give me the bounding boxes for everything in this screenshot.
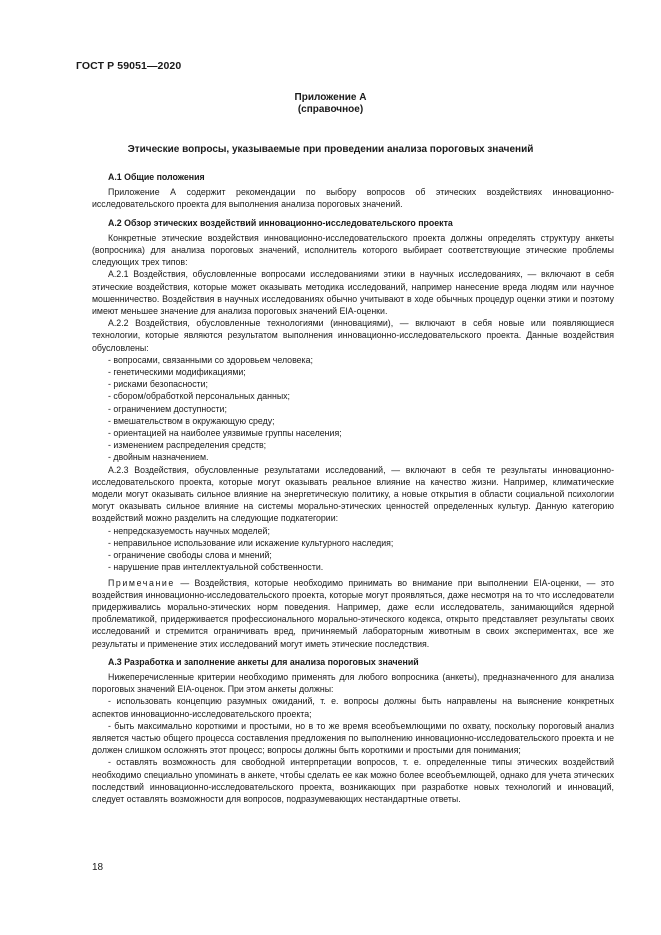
paragraph: Конкретные этические воздействия инновационно-исследовательского проекта должны определять структуру анкеты (вопросника) для анализа пороговых значений, исполнитель которого выбирает соответствующие этические проблемы следующих трех типов: [92,232,614,268]
list-item: - ограничение свободы слова и мнений; [108,550,272,561]
paragraph: Приложение А содержит рекомендации по выбору вопросов об этических воздействиях инновационно-исследовательского проекта для выполнения анализа пороговых значений. [92,187,614,210]
subcategory-list [92,525,614,574]
impact-list [92,354,614,464]
paragraph: А.2.3 Воздействия, обусловленные результатами исследований, — включают в себя те результаты инновационно-исследовательского проекта, которые могут оказывать реальное влияние на качество жизни. Например, климатические модели могут оказывать сильное влияние на энергетическую политику, а новые открытия в области социальной психологии могут оказывать сильное влияние на системы морально-этических ценностей определенных культур. Данную категорию воздействий можно разделить на следующие подкатегории: [92,464,614,524]
document-body [92,165,614,805]
note-text: — Воздействия, которые необходимо принимать во внимание при выполнении EIA-оценки, — это воздействия инновационно-исследовательского проекта, которые могут проявляться, даже несмотря на то что исследователи придерживались морально-этических норм поведения. Например, даже если исследователь, занимающийся ядерной проблематикой, придерживается профессионального морально-этического кодекса, открыто представляет результаты своих исследований и стремится ограничивать вред, причиняемый лабораторным животным в своих экспериментах, все же результаты и применение этих исследований могут иметь этические последствия. [92,577,614,649]
list-item: - вопросами, связанными со здоровьем человека; [108,354,313,365]
section-heading: А.1 Общие положения [108,172,205,182]
document-title: Этические вопросы, указываемые при проведении анализа пороговых значений [127,144,534,155]
standard-header: ГОСТ Р 59051—2020 [76,60,182,72]
appendix-heading [0,92,661,116]
criteria-item: - использовать концепцию разумных ожиданий, т. е. вопросы должны быть направлены на выяснение конкретных аспектов инновационно-исследовательского проекта; [92,696,614,719]
note [92,577,614,650]
list-item: - вмешательством в окружающую среду; [108,415,275,426]
appendix-name: Приложение А [294,92,367,103]
criteria-item: - быть максимально короткими и простыми, но в то же время всеобъемлющими по охвату, поскольку пороговый анализ является частью общего процесса составления предложения по выполнению инновационно-исследовательского проекта и не должен слишком осложнять этот процесс; вопросы должны быть короткими и простыми для понимания; [92,720,614,756]
list-item: - изменением распределения средств; [108,440,267,451]
list-item: - генетическими модификациями; [108,367,246,378]
paragraph: А.2.1 Воздействия, обусловленные вопросами исследованиями этики в научных исследованиях, — включают в себя этические воздействия, которые может оказывать методика исследований, например нанесение вреда людям или научное мошенничество. Воздействия в научных исследованиях обычно учитывают в ходе обычных процедур оценки этики и поэтому имеют меньшее значение для анализа пороговых значений EIA-оценки. [92,269,614,317]
list-item: - нарушение прав интеллектуальной собственности. [108,562,324,573]
criteria-item: - оставлять возможность для свободной интерпретации вопросов, т. е. определенные типы этических воздействий необходимо специально упоминать в анкете, чтобы сделать ее как можно более всеобъемлющей, однако для учета этических последствий инновационно-исследовательского проекта, возникающих при разработке новых технологий и инноваций, следует оставлять возможности для вопросов, подразумевающих нестандартные ответы. [92,757,614,804]
list-item: - непредсказуемость научных моделей; [108,525,270,536]
paragraph: Нижеперечисленные критерии необходимо применять для любого вопросника (анкеты), предназначенного для анализа пороговых значений EIA-оценок. При этом анкеты должны: [92,671,614,695]
section-heading: А.3 Разработка и заполнение анкеты для анализа пороговых значений [108,656,419,667]
list-item: - двойным назначением. [108,452,209,463]
list-item: - рисками безопасности; [108,379,208,390]
page-number: 18 [92,862,104,873]
appendix-type: (справочное) [297,104,364,115]
list-item: - неправильное использование или искажение культурного наследия; [108,537,394,548]
paragraph: А.2.2 Воздействия, обусловленные технологиями (инновациями), — включают в себя новые или появляющиеся технологии, которые являются результатом выполнения инновационно-исследовательского проекта. Данные воздействия обусловлены: [92,318,614,353]
list-item: - ориентацией на наиболее уязвимые группы населения; [108,428,342,439]
note-label: Примечание [108,577,175,588]
section-heading: А.2 Обзор этических воздействий инновационно-исследовательского проекта [108,217,453,228]
list-item: - ограничением доступности; [108,403,227,414]
list-item: - сбором/обработкой персональных данных; [108,391,290,402]
